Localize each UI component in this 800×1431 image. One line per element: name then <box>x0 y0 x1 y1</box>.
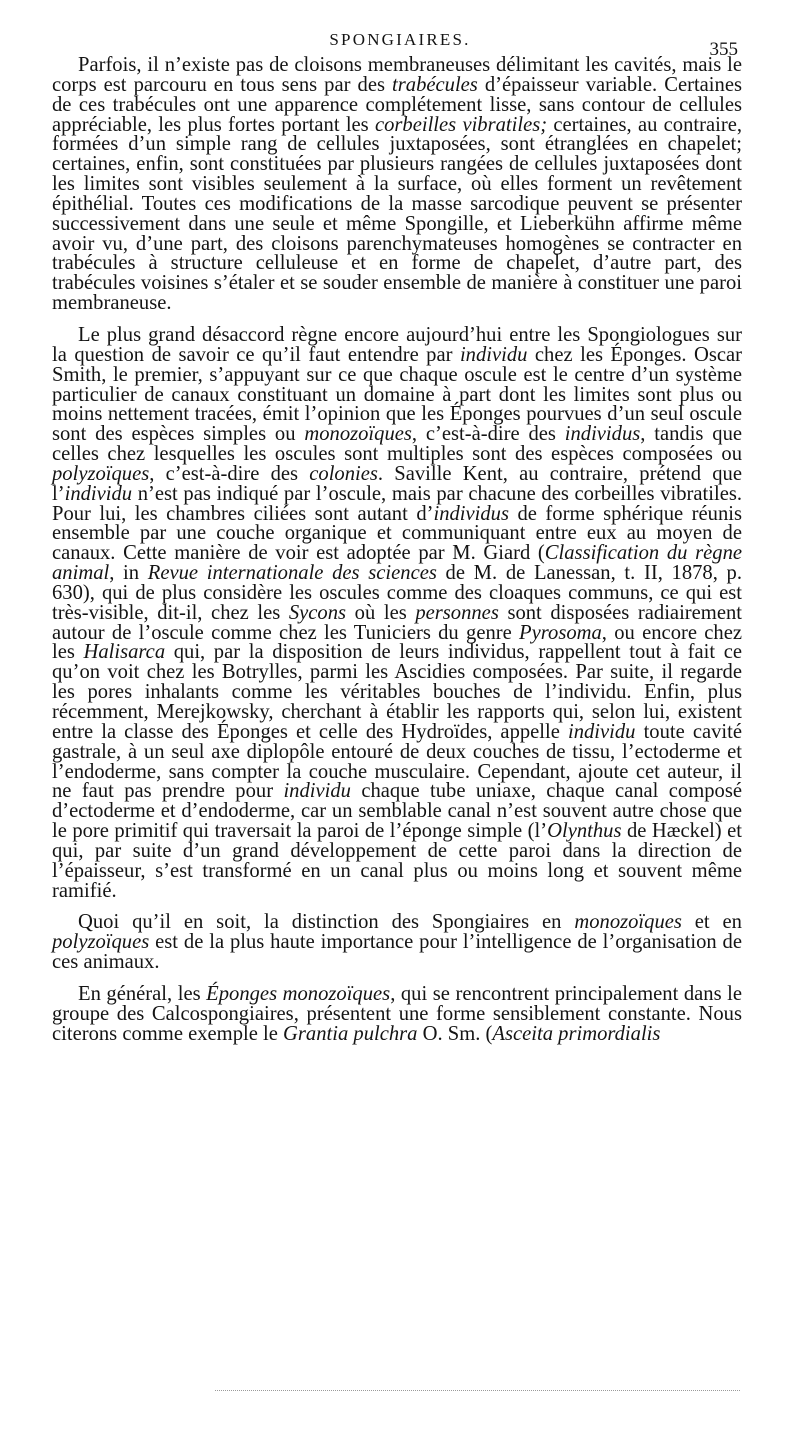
italic-text-run: monozoïques <box>304 423 412 446</box>
italic-text-run: Éponges monozoïques <box>206 982 391 1005</box>
body-text <box>52 56 742 1045</box>
italic-text-run: colonies <box>309 462 378 485</box>
text-run: sont disposées radiairement autour de l’oscule comme chez les Tuniciers du genre <box>52 601 742 644</box>
text-run: certaines, au contraire, formées d’un simple rang de cellules juxtaposées, sont étranglées en chapelet; certaines, enfin, sont constituées par plusieurs rangées de cellules juxtaposées dont les limites sont visibles seulement à la surface, où elles forment un revêtement épithélial. Toutes ces modifications de la masse sarcodique peuvent se présenter successivement dans une seule et même Spongille, et Lieberkühn affirme même avoir vu, d’une part, des cloisons parenchymateuses homogènes se contracter en trabécules à structure celluleuse et en forme de chapelet, d’autre part, des trabécules voisines s’étaler et se souder ensemble de manière à constituer une paroi membraneuse. <box>52 113 742 315</box>
text-run: n’est pas indiqué par l’oscule, mais par chacune des corbeilles vibratiles. Pour lui, les chambres ciliées sont autant d’ <box>52 482 742 525</box>
paragraph <box>52 913 742 973</box>
italic-text-run: Olynthus <box>547 820 622 843</box>
text-run: , c’est-à-dire des <box>411 423 565 446</box>
text-run: de M. de Lanessan, t. II, 1878, p. 630), qui de plus considère les oscules comme des cloaques communs, ce qui est très-visible, dit-il, chez les <box>52 562 742 624</box>
italic-text-run: Halisarca <box>83 641 166 664</box>
text-run: chaque tube uniaxe, chaque canal composé d’ectoderme et d’endoderme, car un semblable canal n’est souvent autre chose que le pore primitif qui traversait la paroi de l’éponge simple (l’ <box>52 780 742 843</box>
text-run: d’épaisseur variable. Certaines de ces trabécules ont une apparence complétement lisse, sans contour de cellules appréciable, les plus fortes portant les <box>52 73 742 136</box>
italic-text-run: Revue internationale des sciences <box>147 562 437 585</box>
italic-text-run: Asceita primordialis <box>492 1022 661 1045</box>
italic-text-run: individus <box>564 423 641 446</box>
text-run: toute cavité gastrale, à un seul axe diplopôle entouré de deux couches de tissu, l’ectoderme et l’endoderme, sans compter la couche musculaire. Cependant, ajoute cet auteur, il ne faut pas prendre pour <box>52 720 742 803</box>
footer-dotted-rule <box>215 1390 740 1391</box>
text-run: chez les Éponges. Oscar Smith, le premier, s’appuyant sur ce que chaque oscule est le centre d’un système particulier de canaux constituant un domaine à part dont les limites sont plus ou moins nettement tracées, émit l’opinion que les Éponges pourvues d’un seul oscule sont des espèces simples ou <box>52 343 742 446</box>
text-run: qui, par la disposition de leurs individus, rappellent tout à fait ce qu’on voit chez les Botrylles, parmi les Ascidies composées. Par suite, il regarde les pores inhalants comme les véritables bouches de l’individu. Enfin, plus récemment, Merejkowsky, cherchant à établir les rapports qui, selon lui, existent entre la classe des Éponges et celle des Hydroïdes, appelle <box>52 641 742 743</box>
italic-text-run: individu <box>459 343 528 366</box>
italic-text-run: Pyrosoma <box>519 621 602 644</box>
text-run: où les <box>346 601 416 624</box>
text-run: Parfois, il n’existe pas de cloisons membraneuses délimitant les cavités, mais le corps est parcouru en tous sens par des <box>52 54 742 96</box>
italic-text-run: Classification du règne animal <box>52 542 743 585</box>
text-run: , in <box>109 562 148 585</box>
text-run: , c’est-à-dire des <box>149 462 310 485</box>
text-run: de forme sphérique réunis ensemble par une couche organique et communiquant entre eux au moyen de canaux. Cette manière de voir est adoptée par M. Giard ( <box>52 502 742 565</box>
text-run: est de la plus haute importance pour l’intelligence de l’organisation de ces animaux. <box>52 931 742 974</box>
text-run: En général, les <box>78 982 207 1005</box>
paragraph <box>52 323 743 902</box>
text-run: , qui se rencontrent principalement dans le groupe des Calcospongiaires, présentent une forme sensiblement constante. Nous citerons comme exemple le <box>52 982 742 1045</box>
text-run: et en <box>681 911 742 934</box>
text-run: de Hæckel) et qui, par suite d’un grand développement de cette paroi dans la direction de l’épaisseur, s’est transformé en un canal plus ou moins long et souvent même ramifié. <box>52 820 743 902</box>
page-number: 355 <box>709 39 738 60</box>
text-run: Le plus grand désaccord règne encore aujourd’hui entre les Spongiologues sur la question de savoir ce qu’il faut entendre par <box>52 323 742 366</box>
italic-text-run: Sycons <box>288 601 347 624</box>
running-head-title: SPONGIAIRES. <box>329 30 471 49</box>
italic-text-run: corbeilles vibratiles; <box>374 113 548 136</box>
text-run: , tandis que celles chez lesquelles les oscules sont multiples sont des espèces composées ou <box>52 423 743 466</box>
paragraph <box>52 56 742 314</box>
text-run: , ou encore chez les <box>52 621 742 664</box>
italic-text-run: monozoïques <box>574 911 682 934</box>
italic-text-run: trabécules <box>392 73 478 96</box>
italic-text-run: personnes <box>415 601 499 624</box>
italic-text-run: polyzoïques <box>52 462 150 485</box>
paragraph <box>52 982 742 1045</box>
italic-text-run: polyzoïques <box>52 931 150 954</box>
text-run: O. Sm. ( <box>417 1022 493 1045</box>
italic-text-run: individu <box>567 720 636 743</box>
text-run: Quoi qu’il en soit, la distinction des Spongiaires en <box>78 911 575 934</box>
text-run: . Saville Kent, au contraire, prétend que l’ <box>52 462 742 505</box>
italic-text-run: individu <box>283 780 351 803</box>
italic-text-run: individu <box>64 482 133 505</box>
italic-text-run: Grantia pulchra <box>283 1022 418 1045</box>
italic-text-run: individus <box>433 502 509 525</box>
